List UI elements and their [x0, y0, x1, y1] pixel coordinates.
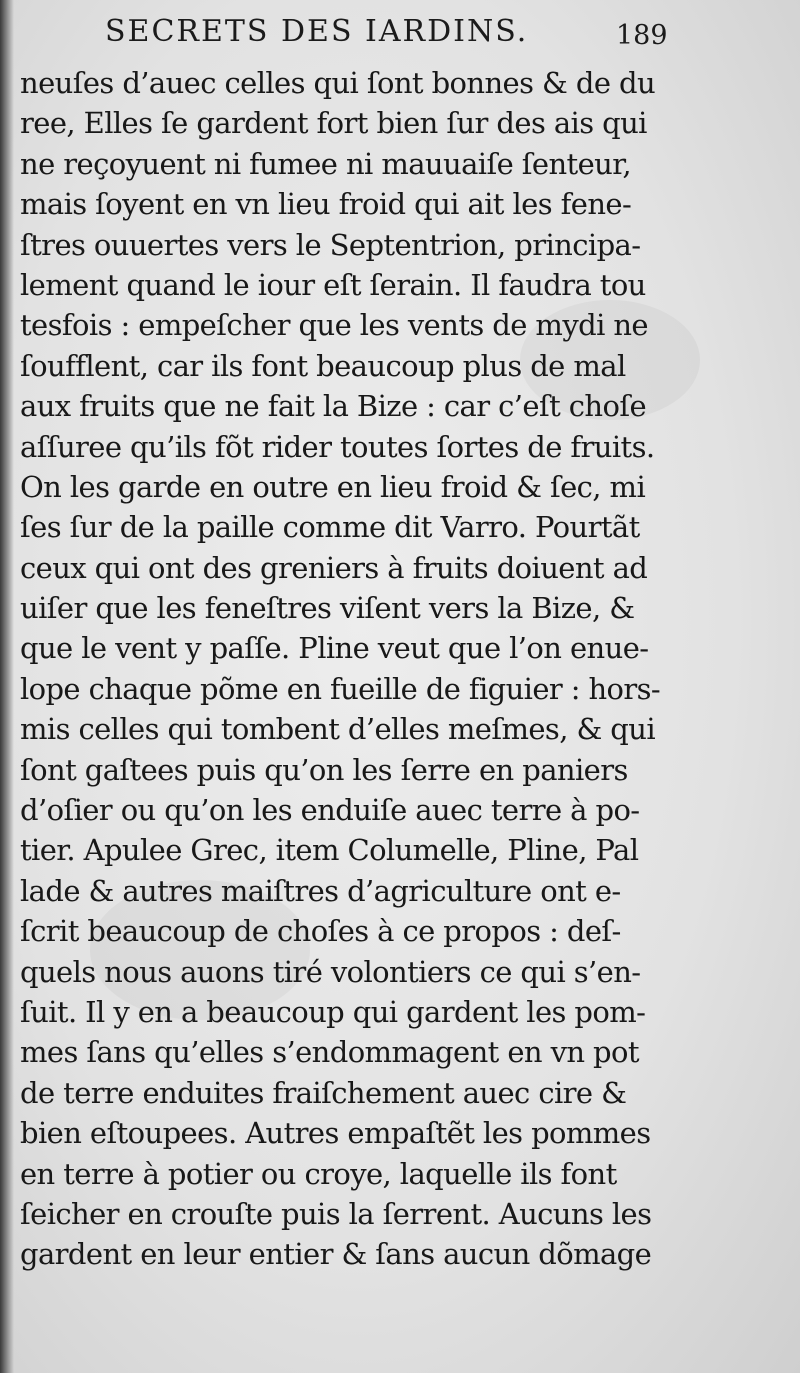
text-line: lement quand le iour eſt ſerain. Il faudra tou — [20, 267, 646, 302]
text-line: ſeicher en crouſte puis la ſerrent. Aucuns les — [20, 1196, 652, 1231]
text-line: mais ſoyent en vn lieu froid qui ait les fene- — [20, 187, 632, 222]
text-line: d’oſier ou qu’on les enduiſe auec terre à po- — [20, 793, 640, 828]
text-line: ſont gaſtees puis qu’on les ſerre en paniers — [20, 752, 628, 787]
text-line: gardent en leur entier & ſans aucun dõmage — [20, 1237, 652, 1272]
page-edge-shadow — [0, 0, 14, 1373]
text-line: de terre enduites fraiſchement auec cire & — [20, 1075, 627, 1110]
text-line: lope chaque põme en fueille de figuier : hors- — [20, 671, 661, 706]
text-line: aſſuree qu’ils fõt rider toutes ſortes de fruits. — [20, 429, 655, 464]
text-line: ſuit. Il y en a beaucoup qui gardent les pom- — [20, 994, 646, 1029]
text-line: On les garde en outre en lieu froid & ſec, mi — [20, 469, 646, 504]
text-line: mis celles qui tombent d’elles meſmes, & qui — [20, 712, 655, 747]
text-line: neuſes d’auec celles qui ſont bonnes & de du — [20, 66, 656, 100]
text-line: ne reçoyuent ni fumee ni mauuaiſe ſenteur, — [20, 146, 631, 181]
text-line: ſtres ouuertes vers le Septentrion, principa- — [20, 227, 641, 262]
running-head: SECRETS DES IARDINS. — [105, 14, 529, 49]
text-line: mes ſans qu’elles s’endommagent en vn pot — [20, 1035, 639, 1070]
text-line: lade & autres maiſtres d’agriculture ont e- — [20, 873, 621, 908]
text-line: bien eſtoupees. Autres empaſtẽt les pommes — [20, 1116, 651, 1151]
body-text — [20, 63, 670, 1275]
text-line: ſoufflent, car ils font beaucoup plus de mal — [20, 348, 626, 383]
text-line: ree, Elles ſe gardent fort bien ſur des ais qui — [20, 106, 647, 141]
text-line: ſcrit beaucoup de choſes à ce propos : deſ- — [20, 914, 621, 949]
text-line: que le vent y paſſe. Pline veut que l’on enue- — [20, 631, 649, 666]
text-line: uiſer que les feneſtres viſent vers la Bize, & — [20, 591, 635, 626]
text-line: tier. Apulee Grec, item Columelle, Pline, Pal — [20, 833, 639, 868]
text-line: ceux qui ont des greniers à fruits doiuent ad — [20, 550, 648, 585]
text-line: aux fruits que ne fait la Bize : car c’eſt choſe — [20, 389, 647, 424]
text-line: tesfois : empeſcher que les vents de mydi ne — [20, 308, 648, 343]
text-line: ſes ſur de la paille comme dit Varro. Pourtãt — [20, 510, 640, 545]
page-number: 189 — [616, 20, 668, 51]
text-line: quels nous auons tiré volontiers ce qui s’en- — [20, 954, 641, 989]
text-line: en terre à potier ou croye, laquelle ils font — [20, 1156, 617, 1191]
